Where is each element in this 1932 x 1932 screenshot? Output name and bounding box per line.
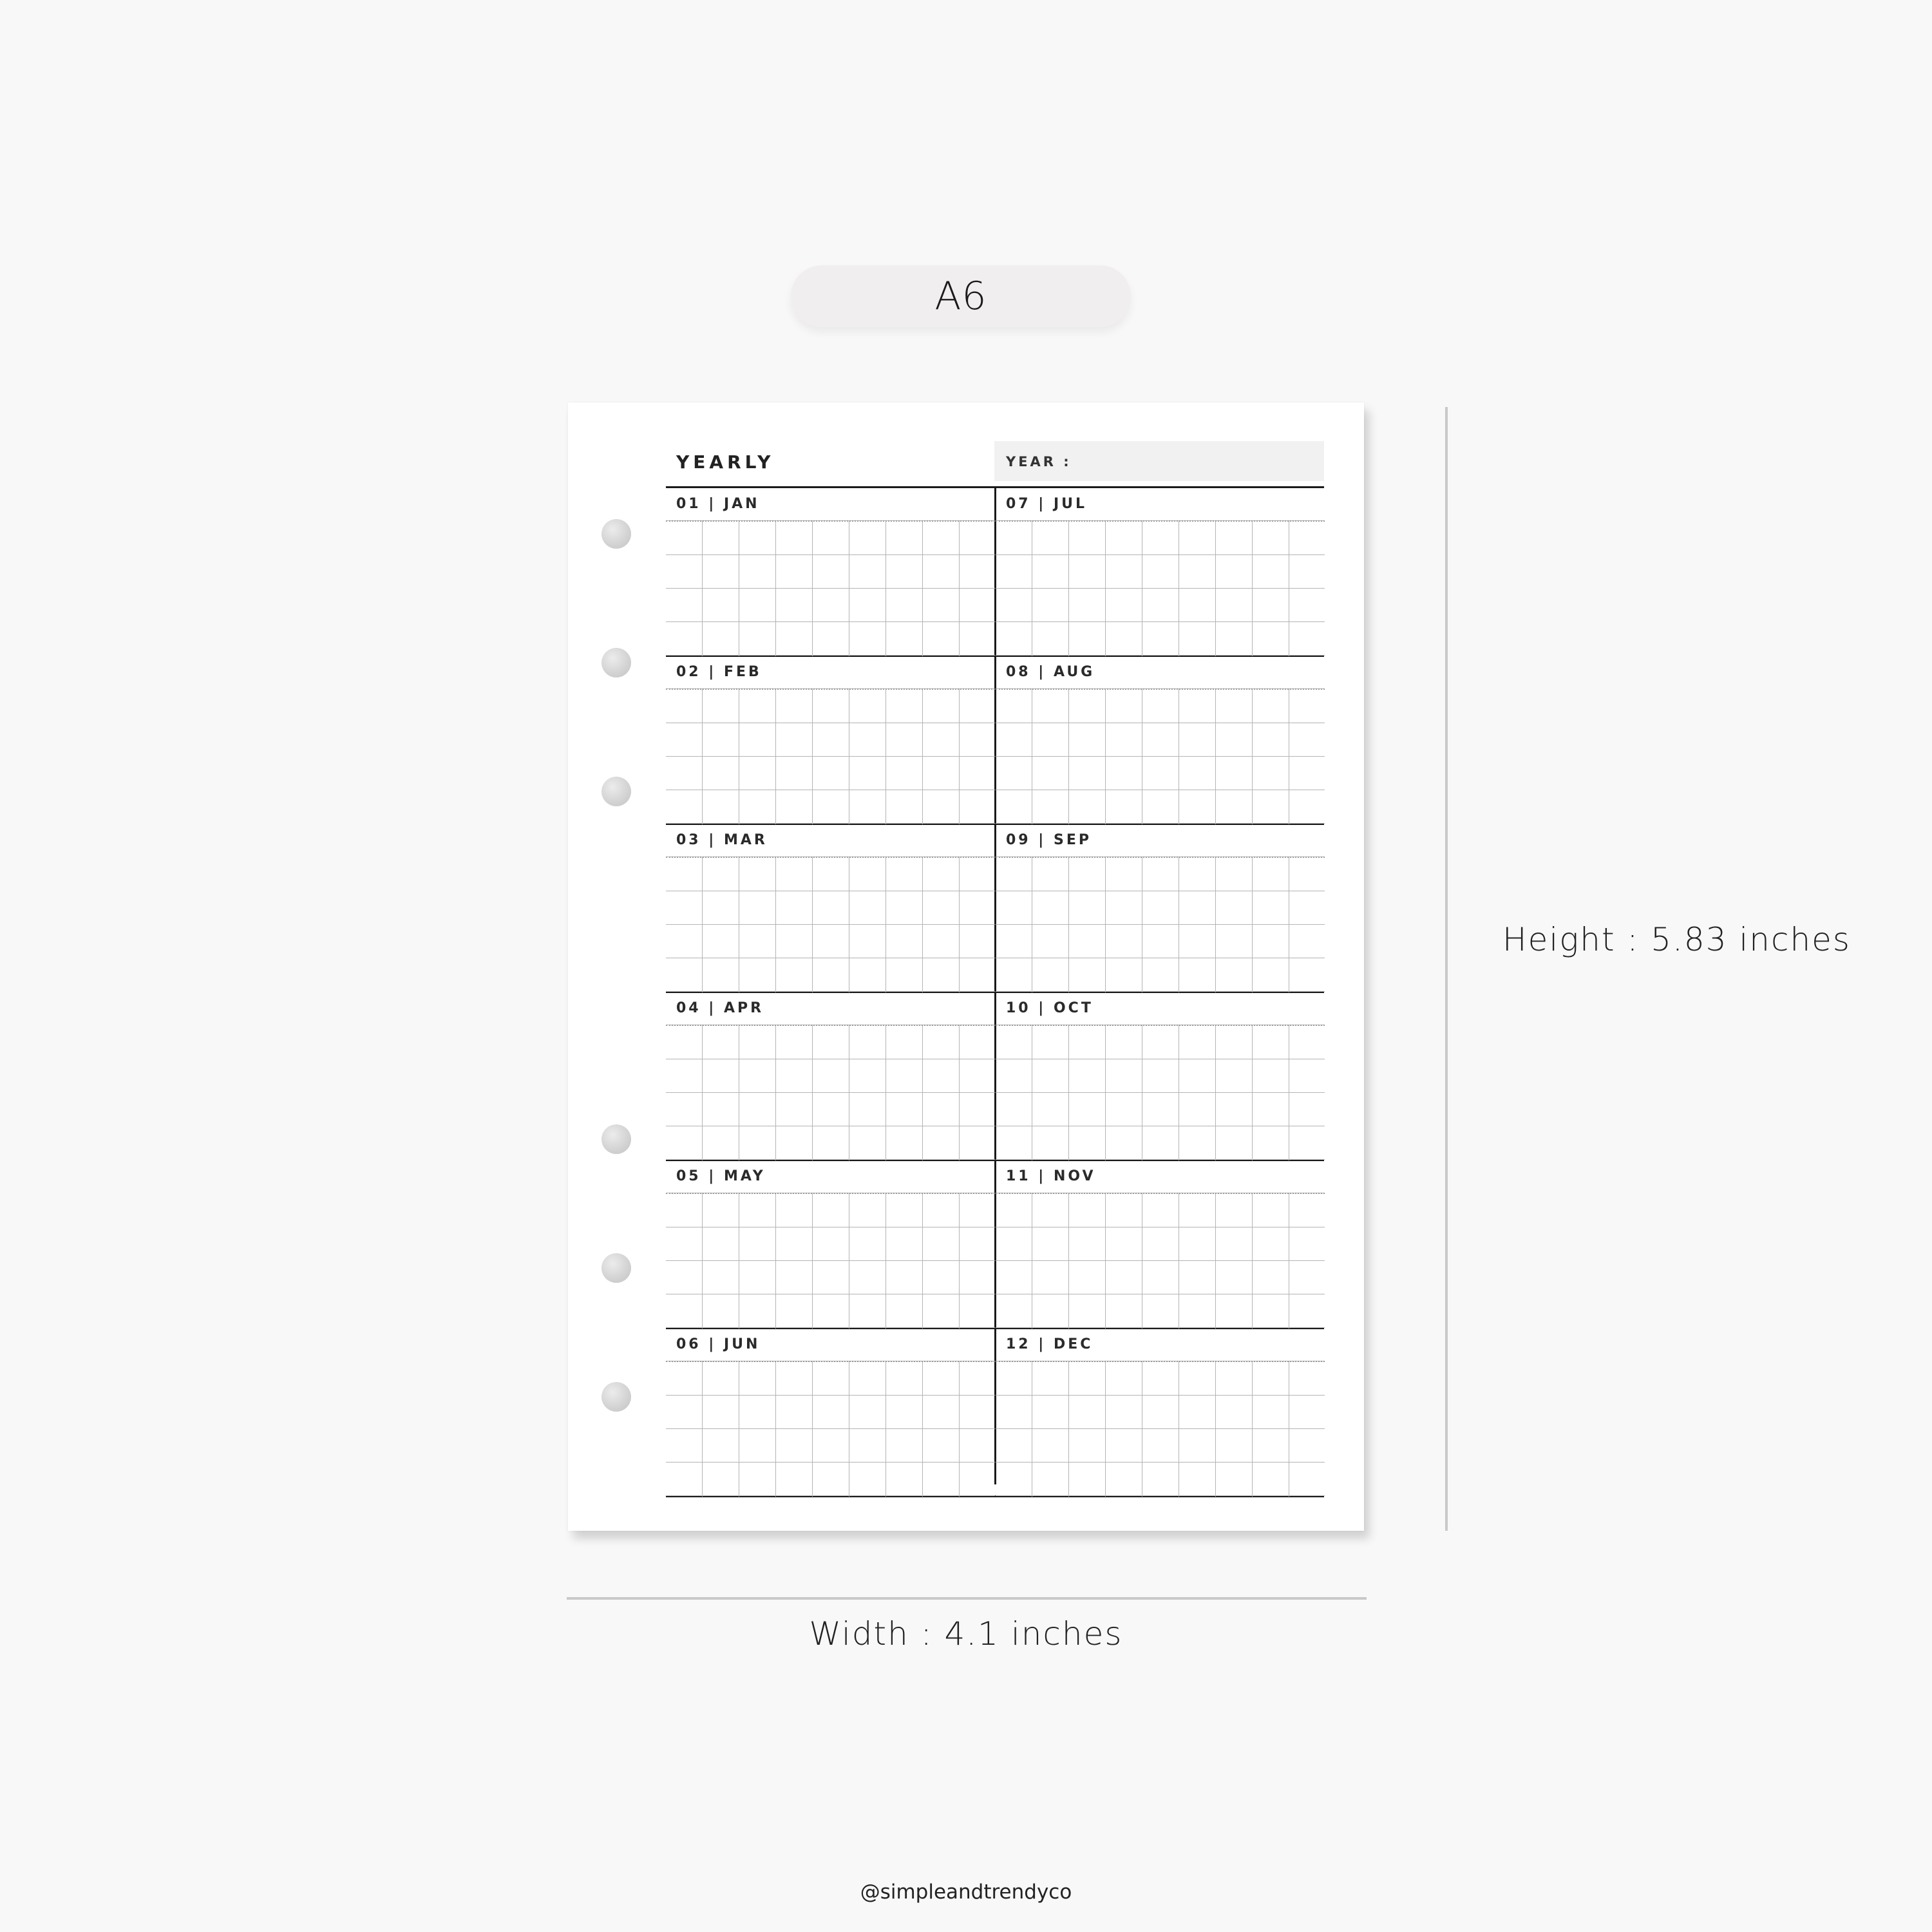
month-label: 12 | DEC xyxy=(1006,1336,1094,1352)
month-label: 04 | APR xyxy=(676,1000,764,1016)
month-block-jan xyxy=(666,488,995,656)
month-label: 06 | JUN xyxy=(676,1336,761,1352)
month-label: 03 | MAR xyxy=(676,832,768,848)
month-label: 01 | JAN xyxy=(676,496,760,512)
month-cells[interactable] xyxy=(666,1361,995,1497)
month-label: 10 | OCT xyxy=(1006,1000,1094,1016)
year-field[interactable] xyxy=(994,441,1324,481)
month-block-jun xyxy=(666,1328,995,1496)
width-dimension-line xyxy=(567,1597,1367,1600)
month-label: 11 | NOV xyxy=(1006,1168,1096,1184)
height-label: Height : 5.83 inches xyxy=(1502,921,1851,958)
punch-hole xyxy=(601,777,631,806)
month-cells[interactable] xyxy=(996,1193,1325,1329)
month-block-feb xyxy=(666,656,995,824)
month-cells[interactable] xyxy=(666,1025,995,1160)
month-cells[interactable] xyxy=(996,688,1325,824)
width-label: Width : 4.1 inches xyxy=(809,1615,1123,1653)
month-block-dec xyxy=(996,1328,1325,1496)
month-cells[interactable] xyxy=(996,520,1325,656)
month-block-nov xyxy=(996,1160,1325,1328)
planner-sheet xyxy=(568,402,1364,1531)
punch-hole xyxy=(601,648,631,677)
month-block-mar xyxy=(666,824,995,992)
watermark: @simpleandtrendyco xyxy=(860,1880,1072,1904)
month-cells[interactable] xyxy=(666,1193,995,1329)
month-label: 02 | FEB xyxy=(676,664,762,680)
month-block-may xyxy=(666,1160,995,1328)
month-cells[interactable] xyxy=(666,688,995,824)
month-block-sep xyxy=(996,824,1325,992)
month-label: 05 | MAY xyxy=(676,1168,766,1184)
month-cells[interactable] xyxy=(996,857,1325,992)
month-cells[interactable] xyxy=(996,1025,1325,1160)
month-label: 07 | JUL xyxy=(1006,496,1088,512)
size-badge-label: A6 xyxy=(934,274,987,319)
punch-hole xyxy=(601,1124,631,1154)
size-badge xyxy=(791,265,1131,327)
month-cells[interactable] xyxy=(666,857,995,992)
month-grid xyxy=(666,488,1324,1484)
month-block-jul xyxy=(996,488,1325,656)
punch-hole xyxy=(601,1253,631,1283)
month-label: 08 | AUG xyxy=(1006,664,1095,680)
height-dimension-line xyxy=(1445,407,1448,1531)
punch-hole xyxy=(601,1382,631,1412)
month-cells[interactable] xyxy=(996,1361,1325,1497)
month-block-oct xyxy=(996,992,1325,1160)
punch-hole xyxy=(601,519,631,549)
month-block-aug xyxy=(996,656,1325,824)
planner-title: YEARLY xyxy=(676,451,775,473)
month-label: 09 | SEP xyxy=(1006,832,1092,848)
month-block-apr xyxy=(666,992,995,1160)
year-label: YEAR : xyxy=(1006,454,1072,469)
month-cells[interactable] xyxy=(666,520,995,656)
